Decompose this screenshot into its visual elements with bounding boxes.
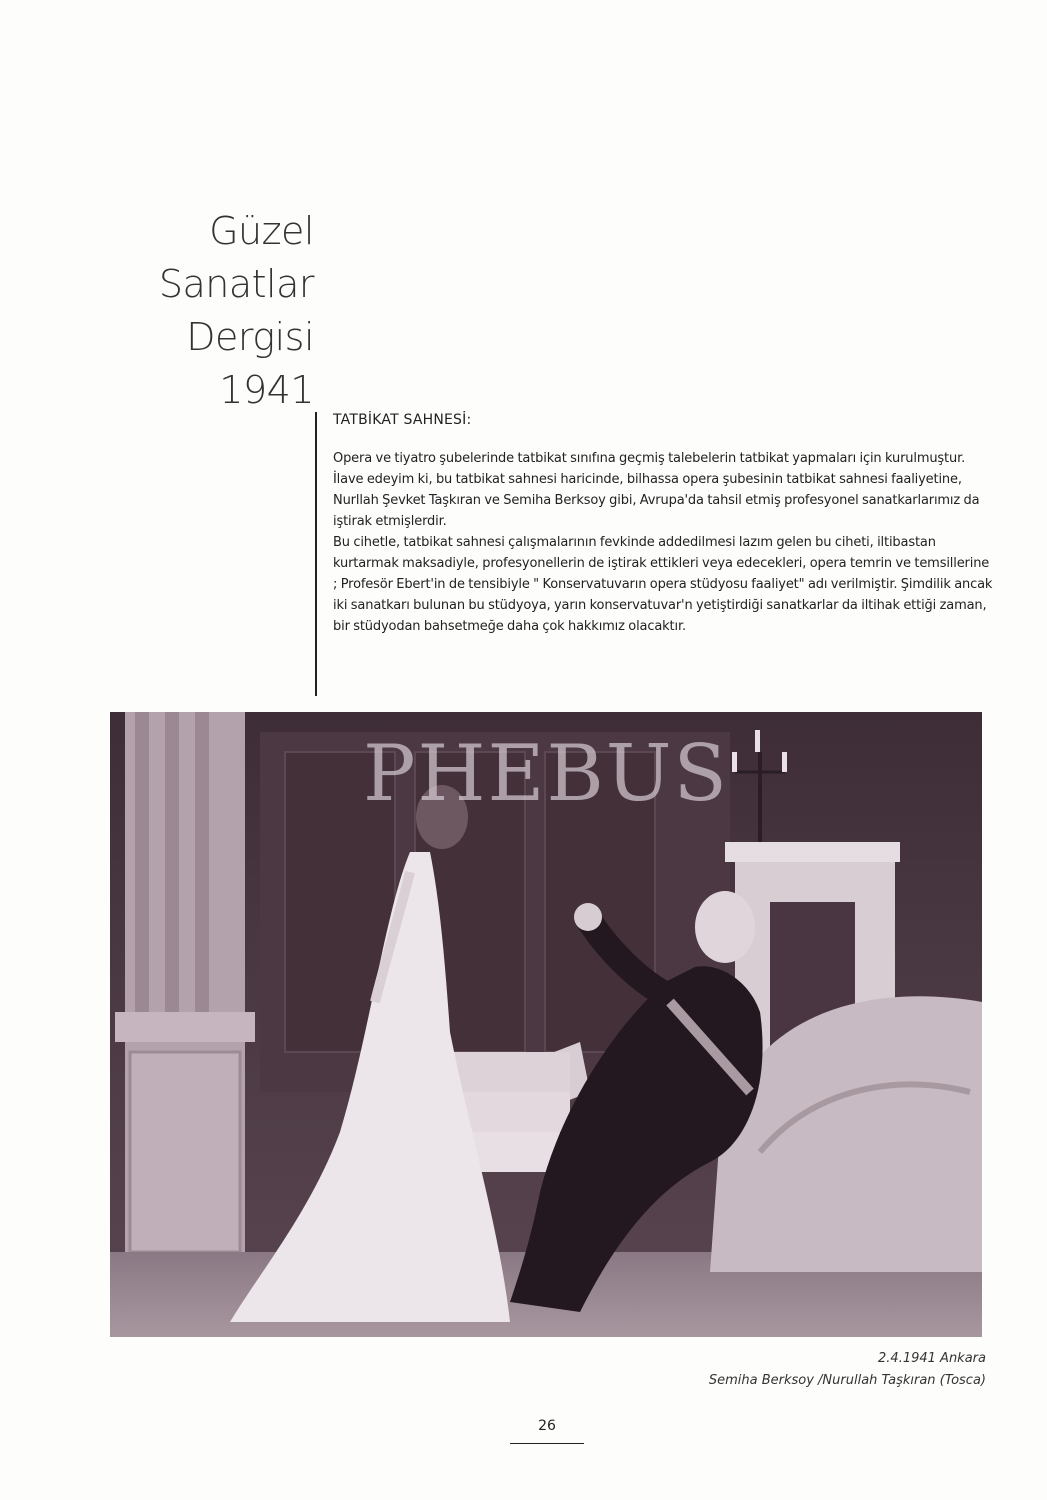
page-title — [94, 205, 314, 417]
article-paragraph: Opera ve tiyatro şubelerinde tatbikat sınıfına geçmiş talebelerin tatbikat yapmaları için kurulmuştur. İlave edeyim ki, bu tatbikat sahnesi haricinde, bilhassa opera şubesinin tatbikat sahnesi faaliyetine, Nurllah Şevket Taşkıran ve Semiha Berksoy gibi, Avrupa'da tahsil etmiş profesyonel sanatkarlarımız da iştirak etmişlerdir. — [333, 451, 980, 529]
page-number-rule — [510, 1443, 584, 1444]
article-paragraph: Bu cihetle, tatbikat sahnesi çalışmalarının fevkinde addedilmesi lazım gelen bu ciheti, iltibastan kurtarmak maksadiyle, profesyonellerin de iştirak ettikleri veya edecekleri, opera temrin ve temsillerine ; Profesör Ebert'in de tensibiyle " Konservatuvarın opera stüdyosu faaliyet" adı verilmiştir. Şimdilik ancak iki sanatkarı bulunan bu stüdyoya, yarın konservatuvar'n yetiştirdiği sanatkarlar da iltihak ettiği zaman, bir stüdyodan bahsetmeğe daha çok hakkımız olacaktır. — [333, 535, 993, 634]
page-number: 26 — [538, 1418, 556, 1434]
caption-credits: Semiha Berksoy /Nurullah Taşkıran (Tosca) — [708, 1373, 986, 1388]
title-line: Sanatlar — [158, 262, 314, 306]
stage-photo — [110, 712, 982, 1337]
article-section — [333, 412, 993, 637]
title-line: Dergisi — [186, 315, 314, 359]
vertical-rule — [315, 412, 317, 696]
section-heading: TATBİKAT SAHNESİ: — [333, 412, 472, 428]
watermark-text: PHEBUS — [363, 729, 729, 819]
title-line: Güzel — [209, 209, 314, 253]
caption-date-place: 2.4.1941 Ankara — [878, 1351, 986, 1366]
title-line: 1941 — [219, 368, 314, 412]
photo-caption — [709, 1348, 986, 1392]
